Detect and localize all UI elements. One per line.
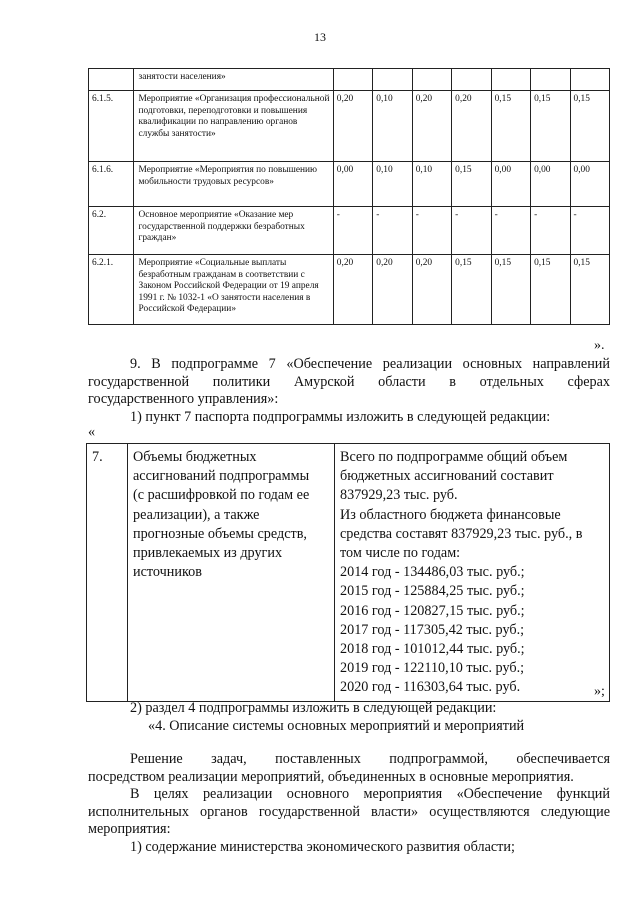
value-cell: [412, 69, 451, 91]
label-line: источников: [133, 564, 202, 581]
table-row: [89, 69, 610, 91]
value-cell: [491, 69, 530, 91]
value-cell: 0,10: [373, 162, 412, 207]
label-line: Объемы бюджетных: [133, 449, 257, 465]
value-line: 2015 год - 125884,25 тыс. руб.;: [340, 583, 525, 600]
value-cell: -: [412, 207, 451, 255]
value-cell: -: [333, 207, 372, 255]
value-cell: [570, 69, 609, 91]
row-description: Мероприятие «Организация профессиональной подготовки, переподготовки и повышения квалификации по направлению органов службы занятости»: [133, 91, 333, 162]
section-title: «4. Описание системы основных мероприятий и мероприятий: [148, 717, 525, 734]
value-line: бюджетных ассигнований составит: [340, 468, 554, 485]
value-cell: 0,15: [491, 255, 530, 325]
value-cell: -: [373, 207, 412, 255]
value-cell: -: [531, 207, 570, 255]
row-number: 6.2.: [89, 207, 134, 255]
value-cell: [452, 69, 491, 91]
table-row: [89, 91, 610, 162]
value-cell: 0,15: [452, 255, 491, 325]
paragraph-goals-line-1: В целях реализации основного мероприятия «Обеспечение функций: [130, 786, 610, 802]
value-cell: 0,20: [452, 91, 491, 162]
value-cell: 0,20: [333, 255, 372, 325]
paragraph-9-line-2: государственной политики Амурской области в отдельных сферах: [88, 373, 610, 390]
passport-item-value: [335, 444, 610, 702]
value-cell: [373, 69, 412, 91]
value-cell: 0,15: [570, 255, 609, 325]
value-line: 2019 год - 122110,10 тыс. руб.;: [340, 660, 525, 677]
value-line: Из областного бюджета финансовые: [340, 506, 561, 523]
value-line: 2020 год - 116303,64 тыс. руб.: [340, 679, 521, 696]
row-number: 6.1.6.: [89, 162, 134, 207]
value-line: 837929,23 тыс. руб.: [340, 487, 458, 504]
item-last: 1) содержание министерства экономического развития области;: [130, 838, 515, 855]
value-cell: 0,00: [333, 162, 372, 207]
value-cell: 0,20: [373, 255, 412, 325]
row-number: 6.2.1.: [89, 255, 134, 325]
row-description: Мероприятие «Мероприятия по повышению мобильности трудовых ресурсов»: [133, 162, 333, 207]
value-line: Всего по подпрограмме общий объем: [340, 449, 568, 465]
passport-item-number: 7.: [87, 444, 128, 702]
page-number: 13: [314, 30, 326, 44]
value-cell: 0,20: [412, 255, 451, 325]
paragraph-decision-line-1: Решение задач, поставленных подпрограммой, обеспечивается: [130, 751, 610, 767]
value-cell: 0,15: [491, 91, 530, 162]
closing-quote-2: »;: [594, 684, 605, 699]
value-cell: 0,15: [452, 162, 491, 207]
label-line: (с расшифровкой по годам ее: [133, 487, 310, 504]
open-quote: «: [88, 424, 96, 440]
label-line: прогнозные объемы средств,: [133, 525, 307, 542]
paragraph-goals-line-2: исполнительных органов государственной власти» осуществляются следующие: [88, 803, 610, 820]
value-cell: 0,20: [333, 91, 372, 162]
value-cell: 0,00: [570, 162, 609, 207]
value-cell: 0,20: [412, 91, 451, 162]
value-line: 2018 год - 101012,44 тыс. руб.;: [340, 641, 525, 658]
item-1: 1) пункт 7 паспорта подпрограммы изложить в следующей редакции:: [130, 408, 551, 425]
passport-row: [87, 444, 610, 702]
value-line: 2014 год - 134486,03 тыс. руб.;: [340, 564, 525, 581]
value-line: средства составят 837929,23 тыс. руб., в: [340, 525, 583, 542]
row-description: Мероприятие «Социальные выплаты безработным гражданам в соответствии с Законом Российской Федерации от 19 апреля 1991 г. № 1032-1 «О занятости населения в Российской Федерации»: [133, 255, 333, 325]
value-cell: 0,15: [531, 255, 570, 325]
label-line: ассигнований подпрограммы: [133, 468, 310, 485]
row-description: занятости населения»: [133, 69, 333, 91]
paragraph-goals-line-3: мероприятия:: [88, 821, 171, 837]
value-line: том числе по годам:: [340, 545, 461, 562]
paragraph-decision-line-2: посредством реализации мероприятий, объединенных в основные мероприятия.: [88, 768, 574, 785]
measures-table: [88, 68, 610, 325]
value-cell: [333, 69, 372, 91]
value-cell: 0,00: [491, 162, 530, 207]
value-cell: 0,10: [373, 91, 412, 162]
value-cell: 0,00: [531, 162, 570, 207]
value-cell: 0,15: [531, 91, 570, 162]
table-row: [89, 207, 610, 255]
closing-quote-1: ».: [594, 338, 605, 353]
row-number: 6.1.5.: [89, 91, 134, 162]
value-line: 2016 год - 120827,15 тыс. руб.;: [340, 602, 525, 619]
passport-table: [86, 443, 610, 702]
table-row: [89, 255, 610, 325]
value-cell: [531, 69, 570, 91]
value-cell: 0,15: [570, 91, 609, 162]
item-2: 2) раздел 4 подпрограммы изложить в следующей редакции:: [130, 700, 497, 716]
value-cell: -: [570, 207, 609, 255]
label-line: реализации), а также: [133, 506, 260, 523]
label-line: привлекаемых из других: [133, 545, 283, 562]
value-cell: -: [491, 207, 530, 255]
value-cell: 0,10: [412, 162, 451, 207]
value-cell: -: [452, 207, 491, 255]
passport-item-label: [128, 444, 335, 702]
row-number: [89, 69, 134, 91]
table-row: [89, 162, 610, 207]
paragraph-9-line-3: государственного управления»:: [88, 391, 279, 407]
value-line: 2017 год - 117305,42 тыс. руб.;: [340, 621, 525, 638]
row-description: Основное мероприятие «Оказание мер государственной поддержки безработных граждан»: [133, 207, 333, 255]
paragraph-9-line-1: 9. В подпрограмме 7 «Обеспечение реализации основных направлений: [130, 356, 610, 372]
